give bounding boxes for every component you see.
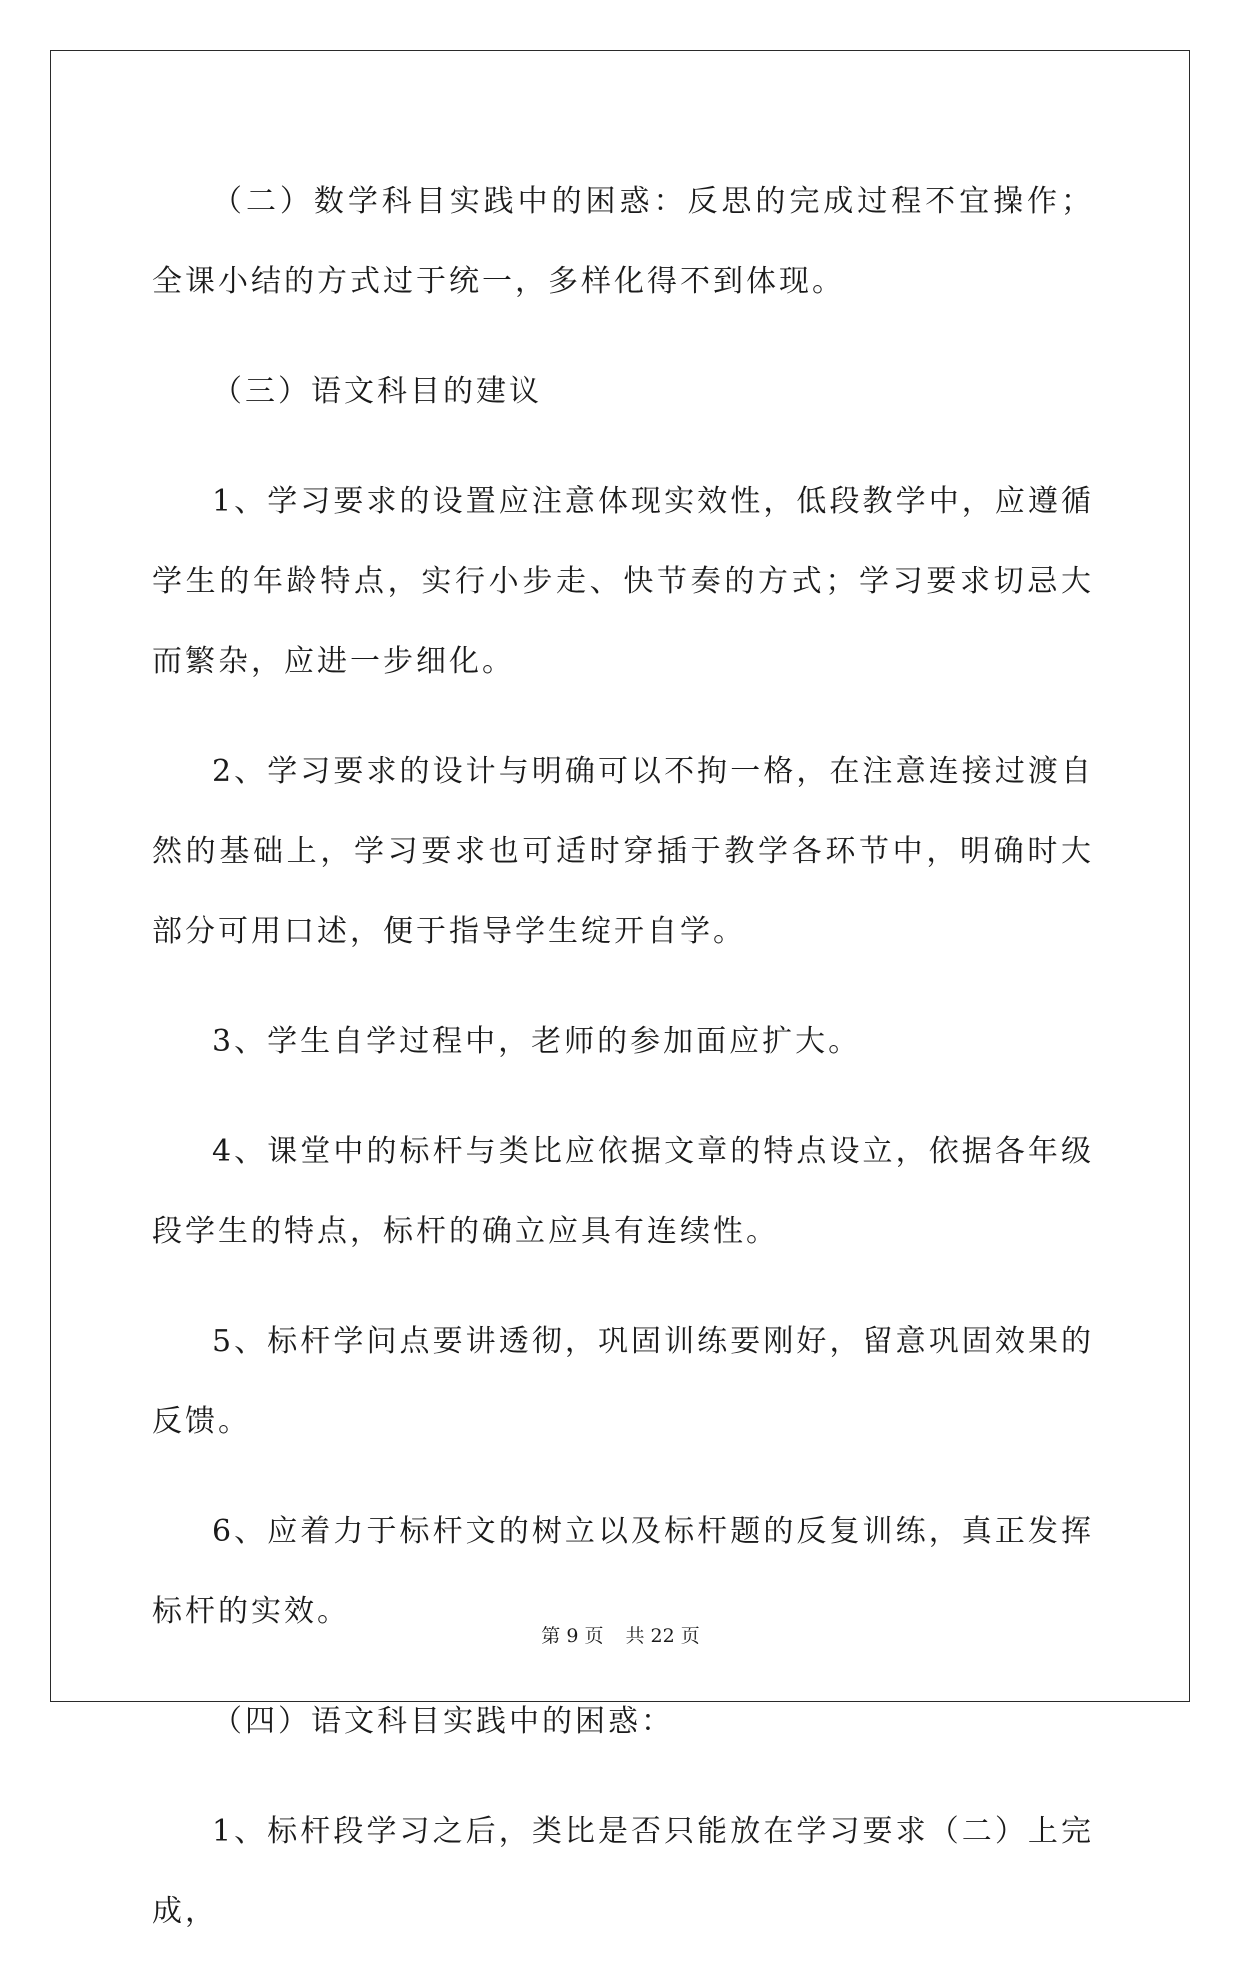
paragraph: 1、学习要求的设置应注意体现实效性，低段教学中，应遵循学生的年龄特点，实行小步走、快节奏的方式；学习要求切忌大而繁杂，应进一步细化。 bbox=[152, 484, 1094, 679]
document-body bbox=[152, 162, 1094, 1982]
section-heading: （四）语文科目实践中的困惑： bbox=[212, 1704, 674, 1739]
page-total: 共 22 页 bbox=[625, 1625, 700, 1647]
paragraph: 3、学生自学过程中，老师的参加面应扩大。 bbox=[212, 1024, 862, 1059]
paragraph: 2、学习要求的设计与明确可以不拘一格，在注意连接过渡自然的基础上，学习要求也可适时穿插于教学各环节中，明确时大部分可用口述，便于指导学生绽开自学。 bbox=[152, 754, 1094, 949]
paragraph: 4、课堂中的标杆与类比应依据文章的特点设立，依据各年级段学生的特点，标杆的确立应具有连续性。 bbox=[152, 1134, 1094, 1249]
page-number: 第 9 页 bbox=[541, 1625, 604, 1647]
paragraph: 1、标杆段学习之后，类比是否只能放在学习要求（二）上完成， bbox=[152, 1814, 1094, 1929]
paragraph: （二）数学科目实践中的困惑：反思的完成过程不宜操作；全课小结的方式过于统一，多样化得不到体现。 bbox=[152, 184, 1094, 299]
page-footer bbox=[0, 1621, 1241, 1648]
section-heading: （三）语文科目的建议 bbox=[212, 374, 542, 409]
paragraph: 5、标杆学问点要讲透彻，巩固训练要刚好，留意巩固效果的反馈。 bbox=[152, 1324, 1094, 1439]
paragraph: 6、应着力于标杆文的树立以及标杆题的反复训练，真正发挥标杆的实效。 bbox=[152, 1514, 1094, 1629]
